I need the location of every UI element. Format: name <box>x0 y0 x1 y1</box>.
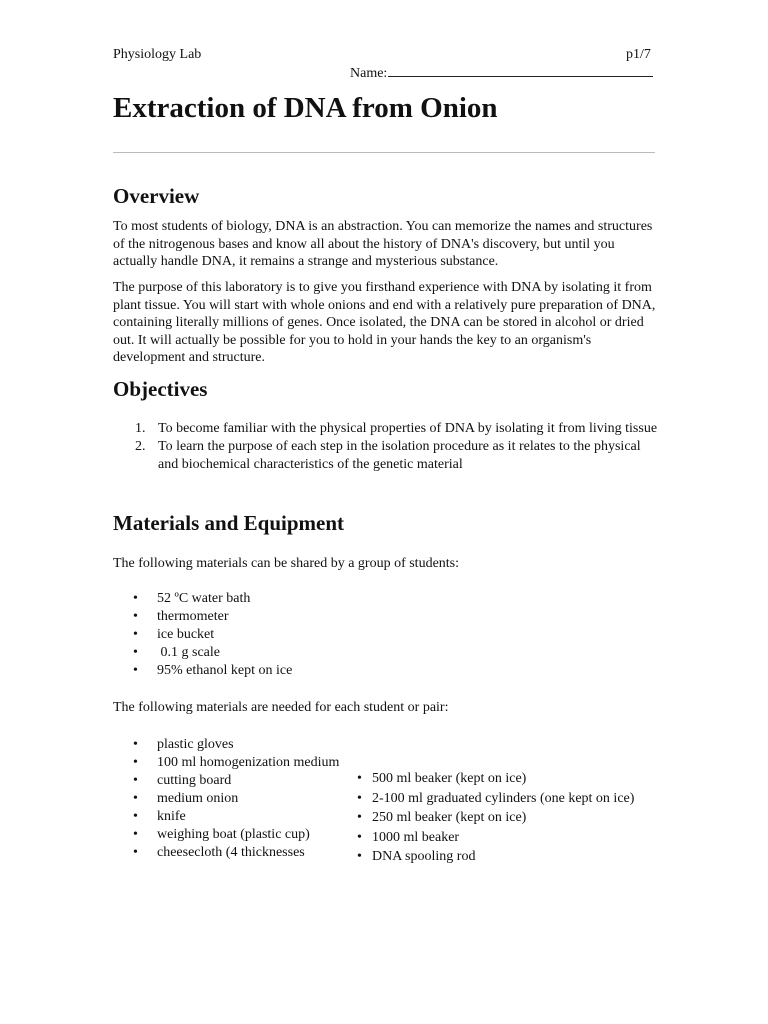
shared-materials-list <box>113 590 413 680</box>
each-materials-list-left <box>113 736 363 862</box>
objective-number: 1. <box>135 421 146 436</box>
title-divider <box>113 152 655 153</box>
list-item: • plastic gloves <box>133 737 234 752</box>
list-item: • 500 ml beaker (kept on ice) <box>357 771 527 786</box>
list-item: • DNA spooling rod <box>357 849 476 864</box>
list-item: • 1000 ml beaker <box>357 829 460 845</box>
list-item: • 100 ml homogenization medium <box>133 755 340 770</box>
each-materials-intro: The following materials are needed for each student or pair: <box>113 700 449 715</box>
name-label: Name: <box>350 66 388 81</box>
list-item: • ice bucket <box>133 627 215 642</box>
list-item: • knife <box>133 809 186 824</box>
list-item: • 95% ethanol kept on ice <box>133 663 293 678</box>
list-item: • thermometer <box>133 609 229 624</box>
course-header: Physiology Lab <box>113 47 202 62</box>
objective-item <box>113 438 658 474</box>
list-item: • 250 ml beaker (kept on ice) <box>357 810 527 825</box>
overview-paragraph-1: To most students of biology, DNA is an abstraction. You can memorize the names and structures of the nitrogenous bases and know all about the history of DNA's discovery, but until you actually handle DNA, it remains a strange and mysterious substance. <box>113 219 653 269</box>
overview-paragraph-2: The purpose of this laboratory is to give you firsthand experience with DNA by isolating it from plant tissue. You will start with whole onions and end with a relatively pure preparation of DNA, containing literally millions of genes. Once isolated, the DNA can be stored in alcohol or dried out. It will actually be possible for you to hold in your hands the key to an organism's development and structure. <box>113 280 656 365</box>
document-title: Extraction of DNA from Onion <box>113 92 498 124</box>
list-item: • 2-100 ml graduated cylinders (one kept on ice) <box>357 790 635 806</box>
objective-number: 2. <box>135 439 146 454</box>
list-item: • weighing boat (plastic cup) <box>133 827 310 842</box>
list-item: • medium onion <box>133 791 239 806</box>
name-blank-line <box>388 64 653 77</box>
objectives-list <box>113 420 658 474</box>
objective-item <box>113 420 658 438</box>
materials-heading: Materials and Equipment <box>113 511 345 535</box>
list-item: • cheesecloth (4 thicknesses <box>133 845 305 860</box>
overview-heading: Overview <box>113 184 200 208</box>
list-item: • cutting board <box>133 773 232 788</box>
objectives-heading: Objectives <box>113 377 208 401</box>
objective-text: To become familiar with the physical properties of DNA by isolating it from living tissue <box>158 421 658 436</box>
list-item: • 52 ºC water bath <box>133 591 251 606</box>
shared-materials-intro: The following materials can be shared by a group of students: <box>113 556 460 571</box>
objective-text: To learn the purpose of each step in the isolation procedure as it relates to the physical and biochemical characteristics of the genetic material <box>158 439 641 472</box>
each-materials-list-right <box>357 769 667 867</box>
list-item: • 0.1 g scale <box>133 645 220 660</box>
name-field <box>350 64 653 82</box>
page-number: p1/7 <box>626 47 651 62</box>
